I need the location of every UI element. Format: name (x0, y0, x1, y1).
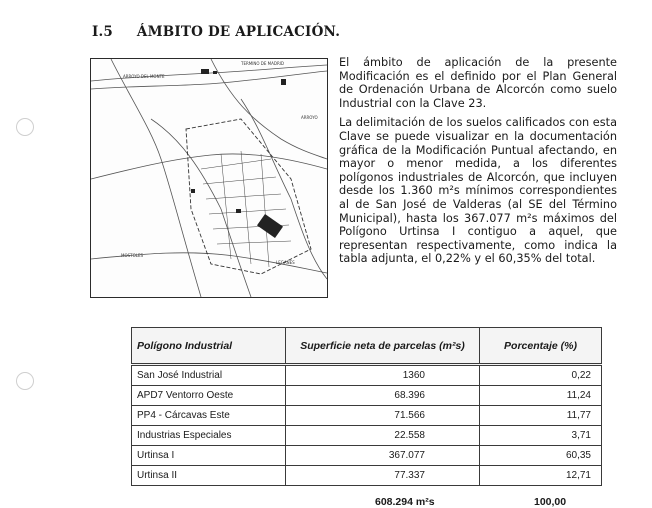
row-area: 1360 (286, 365, 480, 386)
row-name: PP4 - Cárcavas Este (132, 406, 286, 426)
paragraph-scope: El ámbito de aplicación de la presente Modificación es el definido por el Plan General de Ordenación Urbana de Alcorcón como suelo Industrial con la Clave 23. (339, 56, 617, 110)
total-area: 608.294 m²s (375, 496, 435, 508)
map-label-arroyo: ARROYO (301, 115, 318, 120)
section-number: I.5 (92, 24, 114, 40)
row-percent: 11,77 (480, 406, 602, 426)
table-row (132, 406, 602, 426)
row-area: 77.337 (286, 466, 480, 486)
table-row (132, 426, 602, 446)
map-drawing (91, 59, 327, 297)
row-percent: 60,35 (480, 446, 602, 466)
section-heading (92, 24, 340, 40)
row-name: Industrias Especiales (132, 426, 286, 446)
row-area: 367.077 (286, 446, 480, 466)
row-area: 68.396 (286, 386, 480, 406)
industrial-areas-table (131, 327, 602, 486)
table-row (132, 386, 602, 406)
punch-hole-top (16, 118, 34, 136)
table-row (132, 466, 602, 486)
row-name: San José Industrial (132, 365, 286, 386)
map-label-termino-de-madrid: TERMINO DE MADRID (241, 61, 284, 66)
row-percent: 0,22 (480, 365, 602, 386)
map-label-mostoles: MOSTOLES (121, 253, 144, 258)
row-percent: 11,24 (480, 386, 602, 406)
header-porcentaje: Porcentaje (%) (480, 328, 602, 365)
header-poligono: Polígono Industrial (132, 328, 286, 365)
body-text (339, 56, 617, 272)
row-name: Urtinsa II (132, 466, 286, 486)
row-area: 22.558 (286, 426, 480, 446)
map-label-arroyo-del-monte: ARROYO DEL MONTE (123, 74, 165, 79)
row-percent: 3,71 (480, 426, 602, 446)
section-title: ÁMBITO DE APLICACIÓN. (136, 24, 341, 40)
row-area: 71.566 (286, 406, 480, 426)
total-percent: 100,00 (534, 496, 567, 508)
row-percent: 12,71 (480, 466, 602, 486)
table-row (132, 365, 602, 386)
table-header-row (132, 328, 602, 365)
location-map (90, 58, 328, 298)
map-label-leganes: LEGANES (276, 260, 295, 265)
row-name: Urtinsa I (132, 446, 286, 466)
header-superficie: Superficie neta de parcelas (m²s) (286, 328, 480, 365)
punch-hole-bottom (16, 372, 34, 390)
row-name: APD7 Ventorro Oeste (132, 386, 286, 406)
paragraph-delimitation: La delimitación de los suelos calificados con esta Clave se puede visualizar en la documentación gráfica de la Modificación Puntual afectando, en mayor o menor medida, a los diferentes polígonos industriales de Alcorcón, que incluyen desde los 1.360 m²s mínimos correspondientes al de San José de Valderas (al SE del Término Municipal), hasta los 367.077 m²s máximos del Polígono Urtinsa I contiguo a aquel, que representan respectivamente, como indica la tabla adjunta, el 0,22% y el 60,35% del total. (339, 116, 617, 266)
table-row (132, 446, 602, 466)
